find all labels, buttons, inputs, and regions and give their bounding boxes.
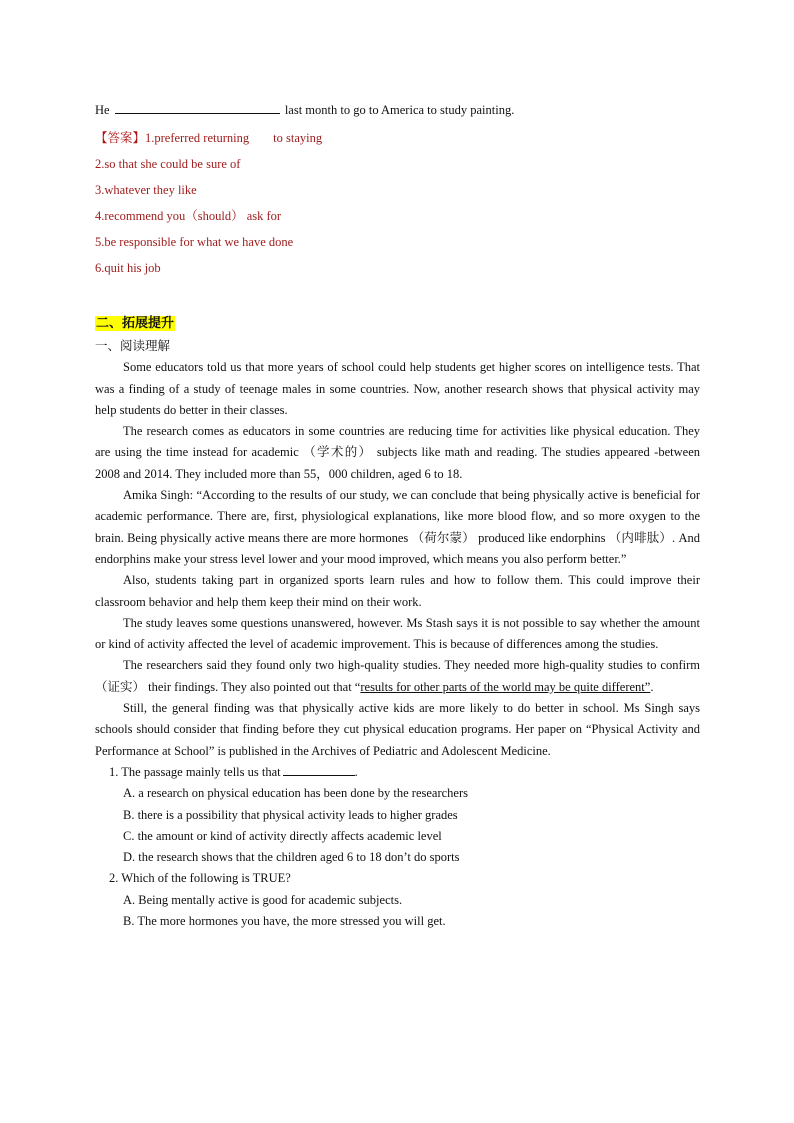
answer-1a: 1.preferred returning bbox=[145, 131, 250, 146]
passage-paragraph-7: Still, the general finding was that physically active kids are more likely to do better in school. Ms Singh says schools should consider that finding before they cut physical education programs. Her paper on “Physical Activity and Performance at School” is published in the Archives of Pediatric and Adolescent Medicine. bbox=[95, 701, 700, 758]
passage-paragraph-1: Some educators told us that more years of school could help students get higher scores on intelligence tests. That was a finding of a study of teenage males in some countries. Now, another research shows that physical activity may help students do better in their classes. bbox=[95, 360, 700, 417]
passage-paragraph-3: Amika Singh: “According to the results of our study, we can conclude that being physically active is beneficial for academic performance. There are, first, physiological explanations, like more blood flow, and so more oxygen to the brain. Being physically active means there are more hormones （荷尔蒙） produced like endorphins （内啡肽）. And endorphins make your stress level lower and your mood improved, which means you also perform better.” bbox=[95, 488, 700, 566]
question-1-option-c: C. the amount or kind of activity directly affects academic level bbox=[123, 828, 442, 843]
section-subtitle: 一、阅读理解 bbox=[95, 338, 171, 354]
question-1-end: . bbox=[354, 764, 358, 779]
question-2-option-b: B. The more hormones you have, the more stressed you will get. bbox=[123, 914, 446, 929]
question-1-text: 1. The passage mainly tells us that bbox=[109, 764, 281, 779]
question-1-blank[interactable] bbox=[283, 763, 355, 776]
answer-1b: to staying bbox=[273, 131, 323, 146]
exercise-subject: He bbox=[95, 103, 110, 117]
document-content bbox=[95, 100, 700, 932]
passage-paragraph-5: The study leaves some questions unanswered, however. Ms Stash says it is not possible to say whether the amount or kind of activity affected the level of academic improvement. This is because of differences among the studies. bbox=[95, 615, 700, 652]
answer-block bbox=[95, 125, 700, 281]
answer-line-6: 6.quit his job bbox=[95, 261, 161, 276]
section-title-highlight: 二、拓展提升 bbox=[96, 316, 175, 332]
paragraph-6-end: . bbox=[650, 679, 654, 694]
question-2: 2. Which of the following is TRUE? bbox=[109, 871, 291, 886]
question-1-option-b: B. there is a possibility that physical activity leads to higher grades bbox=[123, 807, 458, 822]
question-1 bbox=[95, 762, 700, 783]
section-title bbox=[95, 313, 700, 335]
question-1-option-d: D. the research shows that the children aged 6 to 18 don’t do sports bbox=[123, 850, 460, 865]
answer-line-2: 2.so that she could be sure of bbox=[95, 157, 241, 172]
passage-paragraph-4: Also, students taking part in organized sports learn rules and how to follow them. This could improve their classroom behavior and help them keep their mind on their work. bbox=[95, 573, 700, 609]
paragraph-6-text: The researchers said they found only two high-quality studies. They needed more high-quality studies to confirm （证实） their findings. They also pointed out that “ bbox=[95, 658, 700, 694]
passage-paragraph-2: The research comes as educators in some countries are reducing time for activities like physical education. They are using the time instead for academic （学术的） subjects like math and reading. The studies appeared -between 2008 and 2014. They included more than 55，000 children, aged 6 to 18. bbox=[95, 424, 700, 481]
exercise-rest: last month to go to America to study painting. bbox=[284, 103, 515, 117]
answer-line-4: 4.recommend you（should） ask for bbox=[95, 209, 282, 224]
answer-label: 【答案】 bbox=[95, 131, 146, 146]
question-2-option-a: A. Being mentally active is good for academic subjects. bbox=[123, 892, 403, 907]
answer-line-5: 5.be responsible for what we have done bbox=[95, 235, 294, 250]
question-1-option-a: A. a research on physical education has been done by the researchers bbox=[123, 786, 468, 801]
exercise-sentence bbox=[95, 100, 700, 121]
answer-line-1 bbox=[95, 125, 700, 151]
answer-line-3: 3.whatever they like bbox=[95, 183, 197, 198]
passage-paragraph-6 bbox=[95, 655, 700, 698]
answer-blank[interactable] bbox=[115, 101, 280, 114]
underlined-quote: results for other parts of the world may be quite different” bbox=[360, 679, 651, 694]
